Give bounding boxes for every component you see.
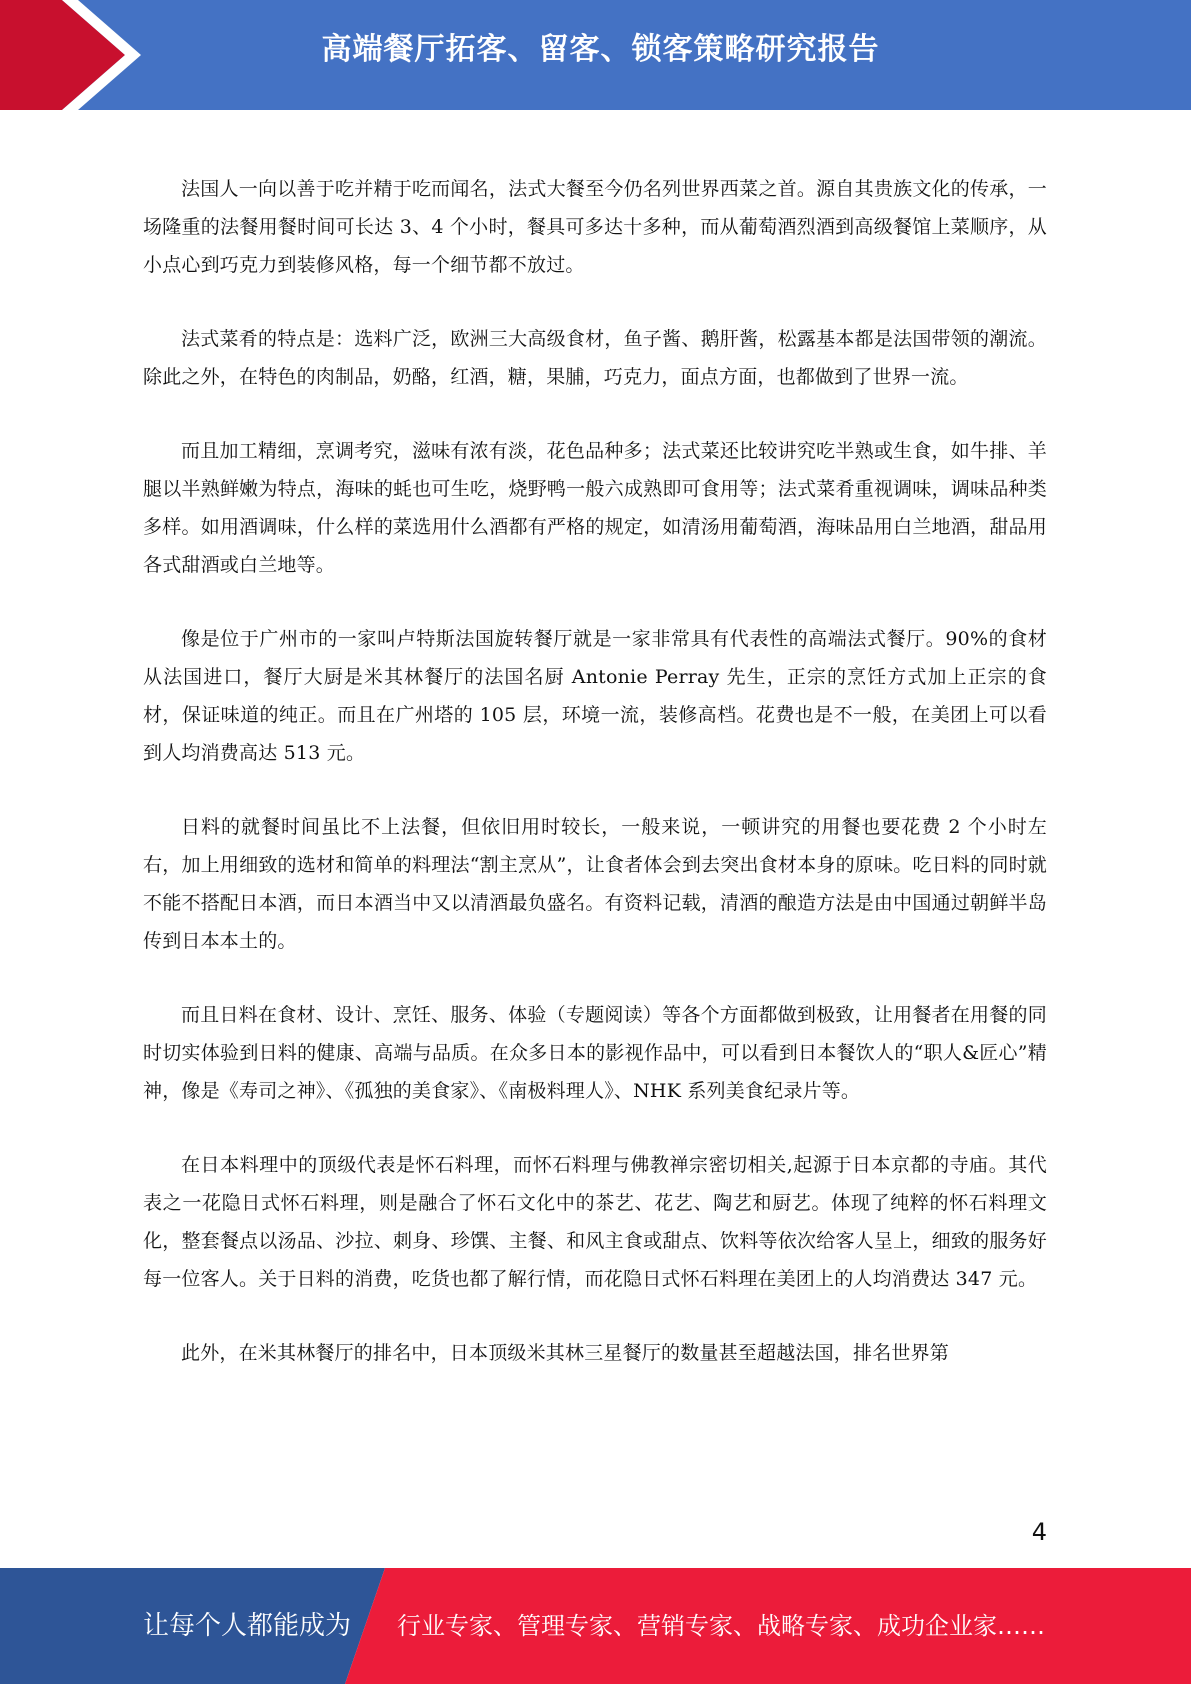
paragraph: 日料的就餐时间虽比不上法餐，但依旧用时较长，一般来说，一顿讲究的用餐也要花费 2 个小时左右，加上用细致的选材和简单的料理法“割主烹从”，让食者体会到去突出食材本身的原味。吃日料的同时就不能不搭配日本酒，而日本酒当中又以清酒最负盛名。有资料记载，清酒的酿造方法是由中国通过朝鲜半岛传到日本本土的。 xyxy=(143,816,1047,952)
page-footer xyxy=(0,1568,1191,1684)
page-number: 4 xyxy=(1031,1518,1047,1546)
paragraph: 在日本料理中的顶级代表是怀石料理，而怀石料理与佛教禅宗密切相关,起源于日本京都的寺庙。其代表之一花隐日式怀石料理，则是融合了怀石文化中的茶艺、花艺、陶艺和厨艺。体现了纯粹的怀石料理文化，整套餐点以汤品、沙拉、刺身、珍馔、主餐、和风主食或甜点、饮料等依次给客人呈上，细致的服务好每一位客人。关于日料的消费，吃货也都了解行情，而花隐日式怀石料理在美团上的人均消费达 347 元。 xyxy=(143,1154,1047,1290)
paragraph: 此外，在米其林餐厅的排名中，日本顶级米其林三星餐厅的数量甚至超越法国，排名世界第 xyxy=(181,1342,950,1364)
report-title: 高端餐厅拓客、留客、锁客策略研究报告 xyxy=(321,32,880,67)
paragraph: 像是位于广州市的一家叫卢特斯法国旋转餐厅就是一家非常具有代表性的高端法式餐厅。90%的食材从法国进口，餐厅大厨是米其林餐厅的法国名厨 Antonie Perray 先生，正宗的烹饪方式加上正宗的食材，保证味道的纯正。而且在广州塔的 105 层，环境一流，装修高档。花费也是不一般，在美团上可以看到人均消费高达 513 元。 xyxy=(143,628,1047,764)
paragraph: 法式菜肴的特点是：选料广泛，欧洲三大高级食材，鱼子酱、鹅肝酱，松露基本都是法国带领的潮流。除此之外，在特色的肉制品，奶酪，红酒，糖，果脯，巧克力，面点方面，也都做到了世界一流。 xyxy=(143,328,1047,388)
paragraph: 法国人一向以善于吃并精于吃而闻名，法式大餐至今仍名列世界西菜之首。源自其贵族文化的传承，一场隆重的法餐用餐时间可长达 3、4 个小时，餐具可多达十多种，而从葡萄酒烈酒到高级餐馆上菜顺序，从小点心到巧克力到装修风格，每一个细节都不放过。 xyxy=(143,178,1047,276)
page-header xyxy=(0,0,1191,110)
footer-slogan-lead: 让每个人都能成为 xyxy=(143,1611,352,1641)
paragraph: 而且日料在食材、设计、烹饪、服务、体验（专题阅读）等各个方面都做到极致，让用餐者在用餐的同时切实体验到日料的健康、高端与品质。在众多日本的影视作品中，可以看到日本餐饮人的“职人&匠心”精神，像是《寿司之神》、《孤独的美食家》、《南极料理人》、NHK 系列美食纪录片等。 xyxy=(143,1004,1047,1102)
body-text xyxy=(143,170,1047,1408)
paragraph: 而且加工精细，烹调考究，滋味有浓有淡，花色品种多；法式菜还比较讲究吃半熟或生食，如牛排、羊腿以半熟鲜嫩为特点，海味的蚝也可生吃，烧野鸭一般六成熟即可食用等；法式菜肴重视调味，调味品种类多样。如用酒调味，什么样的菜选用什么酒都有严格的规定，如清汤用葡萄酒，海味品用白兰地酒，甜品用各式甜酒或白兰地等。 xyxy=(143,440,1047,576)
footer-slogan-roles: 行业专家、管理专家、营销专家、战略专家、成功企业家…… xyxy=(397,1612,1045,1640)
